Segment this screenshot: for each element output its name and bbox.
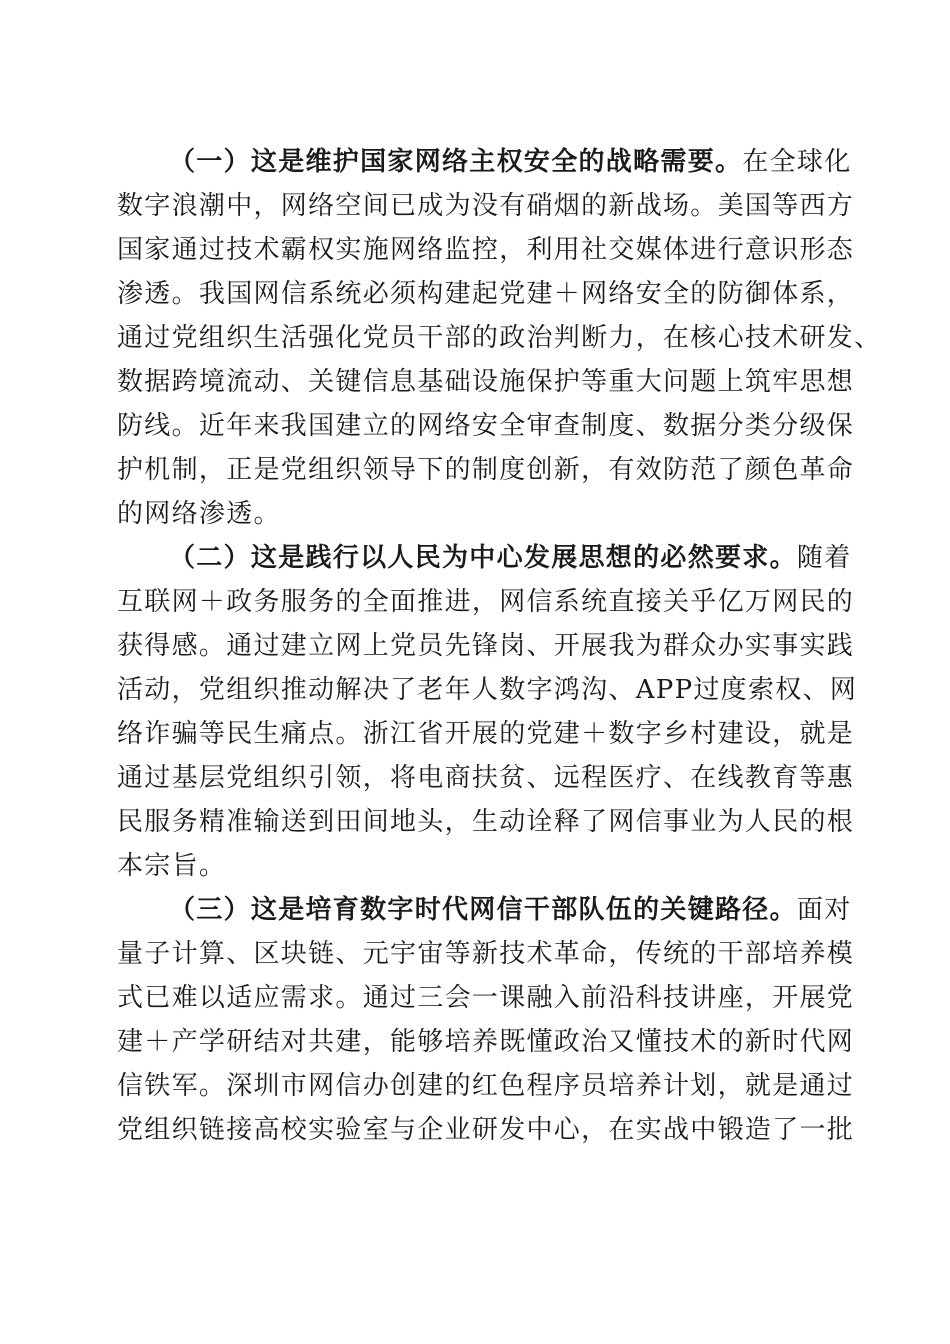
paragraph-line: 本宗旨。 bbox=[117, 851, 227, 881]
paragraph-first-line bbox=[117, 140, 852, 184]
paragraph-line: 数据跨境流动、关键信息基础设施保护等重大问题上筑牢思想 bbox=[117, 367, 855, 397]
paragraph-heading: （三）这是培育数字时代网信干部队伍的关键路径。 bbox=[169, 895, 797, 925]
paragraph-line: 信铁军。深圳市网信办创建的红色程序员培养计划，就是通过 bbox=[117, 1071, 855, 1101]
paragraph-line: 党组织链接高校实验室与企业研发中心，在实战中锻造了一批 bbox=[117, 1115, 855, 1145]
paragraph-line: 活动，党组织推动解决了老年人数字鸿沟、APP过度索权、网 bbox=[117, 675, 858, 705]
paragraph-line: 络诈骗等民生痛点。浙江省开展的党建＋数字乡村建设，就是 bbox=[117, 719, 855, 749]
paragraph-line: 的网络渗透。 bbox=[117, 499, 281, 529]
paragraph-heading: （二）这是践行以人民为中心发展思想的必然要求。 bbox=[169, 543, 797, 573]
paragraph-line: 建＋产学研结对共建，能够培养既懂政治又懂技术的新时代网 bbox=[117, 1027, 855, 1057]
paragraph-line: 国家通过技术霸权实施网络监控，利用社交媒体进行意识形态 bbox=[117, 235, 855, 265]
paragraph-text: 在全球化 bbox=[742, 147, 852, 177]
paragraph-line: 数字浪潮中，网络空间已成为没有硝烟的新战场。美国等西方 bbox=[117, 191, 855, 221]
paragraph-line: 量子计算、区块链、元宇宙等新技术革命，传统的干部培养模 bbox=[117, 939, 855, 969]
paragraph-first-line bbox=[117, 536, 852, 580]
paragraph-line: 防线。近年来我国建立的网络安全审查制度、数据分类分级保 bbox=[117, 411, 855, 441]
paragraph-heading: （一）这是维护国家网络主权安全的战略需要。 bbox=[169, 147, 743, 177]
paragraph-text: 面对 bbox=[796, 895, 852, 925]
document-body bbox=[117, 140, 882, 1152]
paragraph-1 bbox=[117, 140, 882, 536]
paragraph-3 bbox=[117, 888, 855, 1152]
paragraph-line: 获得感。通过建立网上党员先锋岗、开展我为群众办实事实践 bbox=[117, 631, 855, 661]
paragraph-line: 通过基层党组织引领，将电商扶贫、远程医疗、在线教育等惠 bbox=[117, 763, 855, 793]
paragraph-line: 渗透。我国网信系统必须构建起党建＋网络安全的防御体系， bbox=[117, 279, 855, 309]
paragraph-line: 护机制，正是党组织领导下的制度创新，有效防范了颜色革命 bbox=[117, 455, 855, 485]
paragraph-line: 民服务精准输送到田间地头，生动诠释了网信事业为人民的根 bbox=[117, 807, 855, 837]
paragraph-text: 随着 bbox=[796, 543, 852, 573]
paragraph-line: 通过党组织生活强化党员干部的政治判断力，在核心技术研发、 bbox=[117, 323, 882, 353]
paragraph-line: 互联网＋政务服务的全面推进，网信系统直接关乎亿万网民的 bbox=[117, 587, 855, 617]
paragraph-2 bbox=[117, 536, 858, 888]
paragraph-line: 式已难以适应需求。通过三会一课融入前沿科技讲座，开展党 bbox=[117, 983, 855, 1013]
paragraph-first-line bbox=[117, 888, 852, 932]
